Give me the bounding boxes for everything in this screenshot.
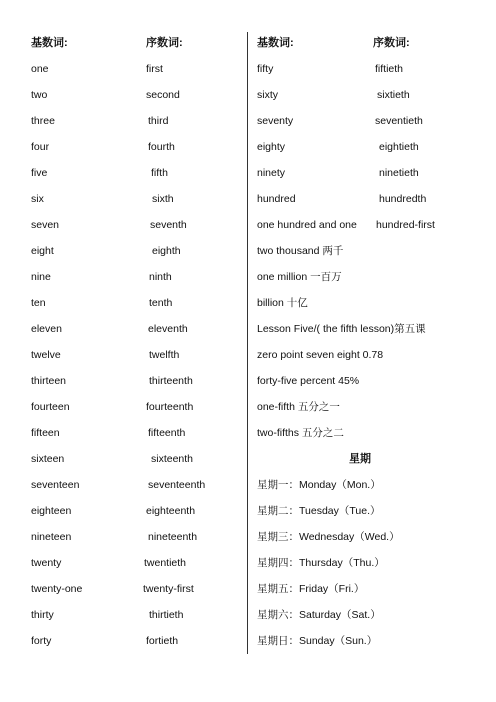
cardinal-word: ten [31, 297, 46, 309]
ordinal-word: eighteenth [146, 505, 196, 517]
column-divider [247, 32, 248, 654]
right-header-row [257, 34, 487, 60]
ordinal-word: second [146, 89, 180, 101]
ordinal-word: eleventh [148, 323, 188, 335]
number-expression-row [257, 294, 487, 320]
word-row [31, 164, 243, 190]
ordinal-word: first [146, 63, 163, 75]
cardinal-word: fourteen [31, 401, 70, 413]
ordinal-header: 序数词: [373, 37, 410, 49]
weekday-row [257, 606, 487, 632]
word-row [31, 86, 243, 112]
ordinal-word: hundred-first [376, 219, 435, 231]
cardinal-word: nine [31, 271, 51, 283]
word-row [31, 242, 243, 268]
word-row [31, 112, 243, 138]
ordinal-word: eighth [152, 245, 181, 257]
ordinal-word: twenty-first [143, 583, 194, 595]
ordinal-word: sixteenth [151, 453, 194, 465]
word-row [31, 528, 243, 554]
number-expression-row [257, 424, 487, 450]
ordinal-word: fifteenth [148, 427, 186, 439]
number-expression-row [257, 372, 487, 398]
weekday-row [257, 476, 487, 502]
cardinal-word: one hundred and one [257, 219, 357, 231]
word-row [31, 450, 243, 476]
cardinal-word: three [31, 115, 55, 127]
ordinal-word: sixth [152, 193, 174, 205]
ordinal-word: nineteenth [148, 531, 198, 543]
cardinal-word: eleven [31, 323, 62, 335]
cardinal-word: hundred [257, 193, 296, 205]
number-expression: two-fifths 五分之二 [257, 427, 344, 439]
ordinal-word: sixtieth [377, 89, 410, 101]
cardinal-header: 基数词: [31, 37, 68, 49]
word-row [257, 164, 487, 190]
cardinal-word: thirty [31, 609, 54, 621]
word-row [31, 346, 243, 372]
cardinal-word: twenty [31, 557, 62, 569]
word-row [31, 580, 243, 606]
word-row [257, 60, 487, 86]
number-expression: two thousand 两千 [257, 245, 344, 257]
word-row [257, 190, 487, 216]
word-row [31, 554, 243, 580]
cardinal-word: sixteen [31, 453, 65, 465]
weekdays-title-row [257, 450, 487, 476]
number-expression-row [257, 268, 487, 294]
cardinal-word: six [31, 193, 44, 205]
ordinal-word: twelfth [149, 349, 180, 361]
weekday-entry: 星期一：Monday（Mon.） [257, 479, 381, 491]
number-expression: one million 一百万 [257, 271, 342, 283]
weekday-entry: 星期六：Saturday（Sat.） [257, 609, 381, 621]
word-row [31, 476, 243, 502]
word-row [257, 112, 487, 138]
ordinal-word: fortieth [146, 635, 179, 647]
weekday-row [257, 554, 487, 580]
left-column [31, 34, 243, 658]
cardinal-word: eighteen [31, 505, 72, 517]
cardinal-word: sixty [257, 89, 278, 101]
ordinal-word: thirtieth [149, 609, 184, 621]
weekday-row [257, 580, 487, 606]
word-row [31, 606, 243, 632]
ordinal-word: fifth [151, 167, 168, 179]
cardinal-word: seven [31, 219, 60, 231]
cardinal-word: five [31, 167, 48, 179]
cardinal-word: four [31, 141, 50, 153]
ordinal-word: hundredth [379, 193, 427, 205]
cardinal-word: thirteen [31, 375, 67, 387]
weekday-entry: 星期二：Tuesday（Tue.） [257, 505, 381, 517]
number-expression: Lesson Five/( the fifth lesson)第五课 [257, 323, 426, 335]
word-row [257, 216, 487, 242]
ordinal-word: seventh [150, 219, 187, 231]
word-row [31, 294, 243, 320]
ordinal-header: 序数词: [146, 37, 183, 49]
cardinal-word: twelve [31, 349, 61, 361]
ordinal-word: fiftieth [375, 63, 404, 75]
ordinal-word: third [148, 115, 169, 127]
cardinal-header: 基数词: [257, 37, 294, 49]
cardinal-word: ninety [257, 167, 286, 179]
word-row [31, 632, 243, 658]
number-expression-row [257, 320, 487, 346]
weekdays-title: 星期 [349, 453, 371, 465]
ordinal-word: thirteenth [149, 375, 193, 387]
number-expression-row [257, 398, 487, 424]
weekday-row [257, 632, 487, 658]
word-row [31, 268, 243, 294]
ordinal-word: fourteenth [146, 401, 194, 413]
ordinal-word: ninetieth [379, 167, 419, 179]
ordinal-word: twentieth [144, 557, 187, 569]
word-row [31, 320, 243, 346]
weekday-entry: 星期四：Thursday（Thu.） [257, 557, 385, 569]
word-row [257, 138, 487, 164]
cardinal-word: fifteen [31, 427, 60, 439]
weekday-entry: 星期五：Friday（Fri.） [257, 583, 365, 595]
number-expression: billion 十亿 [257, 297, 308, 309]
number-expression-row [257, 242, 487, 268]
word-row [31, 138, 243, 164]
word-row [31, 424, 243, 450]
word-row [31, 216, 243, 242]
number-expression: zero point seven eight 0.78 [257, 349, 384, 361]
number-expression: forty-five percent 45% [257, 375, 360, 387]
word-row [31, 502, 243, 528]
cardinal-word: seventeen [31, 479, 80, 491]
cardinal-word: eight [31, 245, 54, 257]
word-row [31, 190, 243, 216]
ordinal-word: ninth [149, 271, 172, 283]
weekday-row [257, 528, 487, 554]
ordinal-word: tenth [149, 297, 173, 309]
left-header-row [31, 34, 243, 60]
cardinal-word: two [31, 89, 48, 101]
ordinal-word: eightieth [379, 141, 419, 153]
cardinal-word: seventy [257, 115, 294, 127]
number-expression: one-fifth 五分之一 [257, 401, 340, 413]
word-row [31, 372, 243, 398]
cardinal-word: forty [31, 635, 52, 647]
weekday-row [257, 502, 487, 528]
word-row [31, 60, 243, 86]
ordinal-word: fourth [148, 141, 175, 153]
number-expression-row [257, 346, 487, 372]
word-row [31, 398, 243, 424]
right-column [257, 34, 487, 658]
word-row [257, 86, 487, 112]
cardinal-word: nineteen [31, 531, 72, 543]
ordinal-word: seventeenth [148, 479, 206, 491]
cardinal-word: twenty-one [31, 583, 83, 595]
cardinal-word: eighty [257, 141, 286, 153]
weekday-entry: 星期三：Wednesday（Wed.） [257, 531, 400, 543]
weekday-entry: 星期日：Sunday（Sun.） [257, 635, 378, 647]
ordinal-word: seventieth [375, 115, 423, 127]
cardinal-word: fifty [257, 63, 274, 75]
cardinal-word: one [31, 63, 49, 75]
